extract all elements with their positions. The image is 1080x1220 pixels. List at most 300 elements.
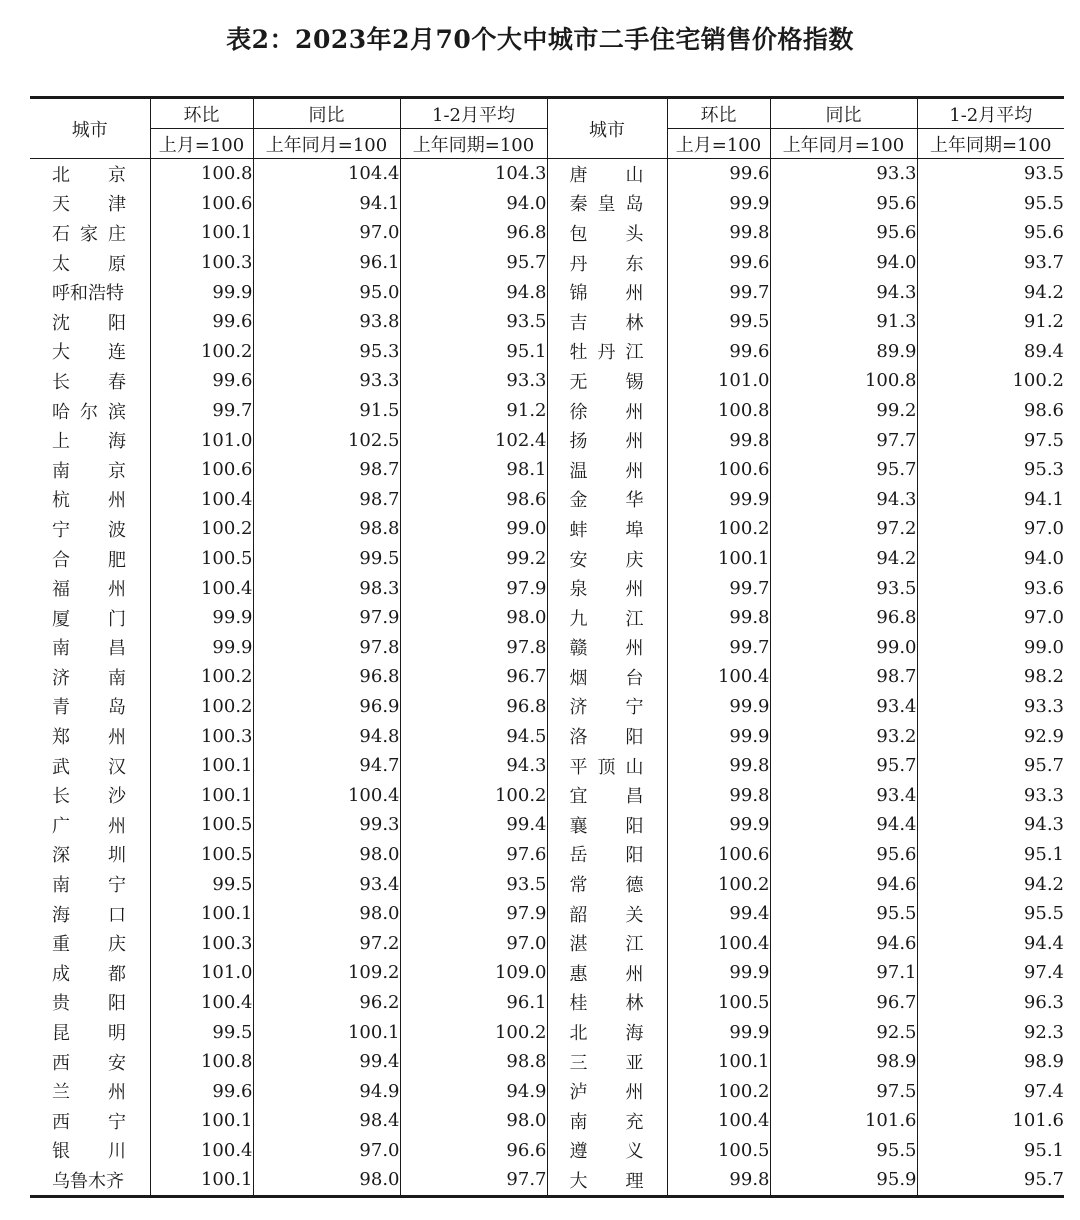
hb-value-left: 99.9 [150, 633, 253, 663]
tb-value-left: 100.4 [253, 780, 400, 810]
table-row [30, 810, 1064, 840]
city-cell-right [547, 337, 667, 367]
tb-value-left: 98.0 [253, 840, 400, 870]
city-cell-right [547, 662, 667, 692]
city-name: 包头 [569, 223, 644, 245]
tb-value-left: 93.8 [253, 307, 400, 337]
city-cell-right [547, 1106, 667, 1136]
avg-value-left: 94.5 [400, 721, 547, 751]
avg-value-left: 97.9 [400, 573, 547, 603]
city-name: 温州 [569, 460, 644, 482]
city-name: 吉林 [569, 312, 644, 334]
city-name: 唐山 [569, 164, 644, 186]
avg-value-right: 89.4 [917, 337, 1064, 367]
hb-value-right: 99.8 [667, 780, 770, 810]
table-row [30, 573, 1064, 603]
tb-value-right: 99.0 [770, 633, 917, 663]
city-name: 泉州 [569, 579, 644, 601]
tb-value-right: 94.6 [770, 928, 917, 958]
tb-value-right: 95.6 [770, 218, 917, 248]
avg-value-left: 98.6 [400, 485, 547, 515]
avg-value-right: 98.9 [917, 1047, 1064, 1077]
tb-value-right: 95.7 [770, 751, 917, 781]
tb-value-right: 93.4 [770, 692, 917, 722]
avg-value-left: 93.5 [400, 307, 547, 337]
hb-value-left: 100.3 [150, 248, 253, 278]
city-cell-left [30, 958, 150, 988]
avg-value-right: 94.4 [917, 928, 1064, 958]
city-name: 扬州 [569, 431, 644, 453]
hb-value-left: 100.5 [150, 544, 253, 574]
hb-value-left: 100.2 [150, 337, 253, 367]
hb-value-right: 100.1 [667, 1047, 770, 1077]
hb-value-left: 99.9 [150, 277, 253, 307]
tb-value-left: 93.4 [253, 869, 400, 899]
hb-value-right: 99.7 [667, 277, 770, 307]
city-cell-left [30, 218, 150, 248]
city-name: 桂林 [569, 993, 644, 1015]
city-name: 福州 [52, 579, 126, 601]
city-name: 无锡 [569, 371, 644, 393]
city-cell-right [547, 840, 667, 870]
city-name: 沈阳 [52, 312, 126, 334]
hb-value-right: 99.6 [667, 159, 770, 189]
hb-value-left: 100.3 [150, 721, 253, 751]
avg-value-right: 98.2 [917, 662, 1064, 692]
hb-value-right: 100.8 [667, 396, 770, 426]
city-name: 北海 [569, 1023, 644, 1045]
hb-value-left: 100.1 [150, 1165, 253, 1196]
avg-value-right: 94.2 [917, 869, 1064, 899]
city-name: 牡丹江 [569, 342, 644, 364]
tb-value-left: 109.2 [253, 958, 400, 988]
avg-value-right: 94.3 [917, 810, 1064, 840]
avg-value-right: 95.5 [917, 189, 1064, 219]
city-cell-left [30, 277, 150, 307]
header-tb-sub-right: 上年同月=100 [770, 129, 917, 159]
city-cell-left [30, 1017, 150, 1047]
city-cell-right [547, 1136, 667, 1166]
tb-value-left: 98.0 [253, 1165, 400, 1196]
avg-value-left: 94.9 [400, 1076, 547, 1106]
hb-value-right: 101.0 [667, 366, 770, 396]
tb-value-left: 96.2 [253, 988, 400, 1018]
city-cell-left [30, 1165, 150, 1196]
city-name: 青岛 [52, 697, 126, 719]
hb-value-right: 100.5 [667, 988, 770, 1018]
city-name: 石家庄 [52, 223, 126, 245]
avg-value-left: 91.2 [400, 396, 547, 426]
city-cell-right [547, 928, 667, 958]
avg-value-left: 96.8 [400, 692, 547, 722]
city-name: 海口 [52, 904, 126, 926]
city-name: 南宁 [52, 875, 126, 897]
header-city-left: 城市 [30, 98, 150, 159]
tb-value-right: 97.7 [770, 425, 917, 455]
city-name: 岳阳 [569, 845, 644, 867]
city-cell-left [30, 869, 150, 899]
hb-value-right: 99.9 [667, 485, 770, 515]
avg-value-right: 96.3 [917, 988, 1064, 1018]
avg-value-left: 94.8 [400, 277, 547, 307]
tb-value-left: 94.8 [253, 721, 400, 751]
city-name: 宁波 [52, 519, 126, 541]
city-name: 平顶山 [569, 756, 644, 778]
hb-value-left: 101.0 [150, 425, 253, 455]
tb-value-right: 99.2 [770, 396, 917, 426]
price-index-table [30, 96, 1064, 1198]
avg-value-right: 97.0 [917, 514, 1064, 544]
table-row [30, 425, 1064, 455]
avg-value-left: 93.5 [400, 869, 547, 899]
table-row [30, 928, 1064, 958]
city-name: 太原 [52, 253, 126, 275]
avg-value-left: 99.0 [400, 514, 547, 544]
hb-value-left: 100.8 [150, 1047, 253, 1077]
tb-value-right: 93.4 [770, 780, 917, 810]
hb-value-left: 99.5 [150, 1017, 253, 1047]
city-name: 厦门 [52, 608, 126, 630]
table-row [30, 1165, 1064, 1196]
city-cell-right [547, 899, 667, 929]
avg-value-left: 104.3 [400, 159, 547, 189]
tb-value-left: 97.8 [253, 633, 400, 663]
city-cell-right [547, 721, 667, 751]
hb-value-left: 100.5 [150, 810, 253, 840]
hb-value-left: 99.6 [150, 307, 253, 337]
city-cell-left [30, 337, 150, 367]
city-name: 秦皇岛 [569, 194, 644, 216]
city-cell-right [547, 751, 667, 781]
hb-value-left: 99.6 [150, 1076, 253, 1106]
city-name: 成都 [52, 963, 126, 985]
city-name: 遵义 [569, 1141, 644, 1163]
avg-value-right: 99.0 [917, 633, 1064, 663]
city-cell-right [547, 573, 667, 603]
avg-value-left: 94.0 [400, 189, 547, 219]
city-name: 宜昌 [569, 786, 644, 808]
tb-value-right: 96.8 [770, 603, 917, 633]
city-name: 徐州 [569, 401, 644, 423]
tb-value-left: 95.3 [253, 337, 400, 367]
avg-value-right: 93.6 [917, 573, 1064, 603]
tb-value-left: 99.3 [253, 810, 400, 840]
hb-value-right: 99.8 [667, 603, 770, 633]
city-cell-left [30, 248, 150, 278]
table-row [30, 189, 1064, 219]
table-row [30, 366, 1064, 396]
header-avg-sub-right: 上年同期=100 [917, 129, 1064, 159]
tb-value-right: 93.2 [770, 721, 917, 751]
city-cell-left [30, 485, 150, 515]
hb-value-right: 99.7 [667, 633, 770, 663]
city-name: 杭州 [52, 490, 126, 512]
tb-value-left: 98.8 [253, 514, 400, 544]
hb-value-right: 100.6 [667, 840, 770, 870]
table-row [30, 721, 1064, 751]
avg-value-right: 95.6 [917, 218, 1064, 248]
avg-value-left: 97.6 [400, 840, 547, 870]
tb-value-right: 96.7 [770, 988, 917, 1018]
hb-value-left: 100.2 [150, 514, 253, 544]
avg-value-right: 100.2 [917, 366, 1064, 396]
hb-value-left: 99.5 [150, 869, 253, 899]
tb-value-right: 97.2 [770, 514, 917, 544]
avg-value-left: 96.7 [400, 662, 547, 692]
avg-value-left: 96.1 [400, 988, 547, 1018]
tb-value-left: 91.5 [253, 396, 400, 426]
hb-value-right: 99.6 [667, 248, 770, 278]
avg-value-left: 98.0 [400, 603, 547, 633]
avg-value-right: 92.3 [917, 1017, 1064, 1047]
tb-value-left: 100.1 [253, 1017, 400, 1047]
tb-value-right: 95.6 [770, 189, 917, 219]
table-row [30, 455, 1064, 485]
city-name: 北京 [52, 164, 126, 186]
city-cell-left [30, 721, 150, 751]
hb-value-right: 100.4 [667, 662, 770, 692]
tb-value-left: 104.4 [253, 159, 400, 189]
city-name: 长沙 [52, 786, 126, 808]
city-cell-left [30, 810, 150, 840]
avg-value-right: 95.5 [917, 899, 1064, 929]
avg-value-left: 95.7 [400, 248, 547, 278]
city-cell-left [30, 780, 150, 810]
table-row [30, 633, 1064, 663]
header-tb-right: 同比 [770, 98, 917, 129]
avg-value-right: 97.4 [917, 1076, 1064, 1106]
table-row [30, 869, 1064, 899]
table-row [30, 751, 1064, 781]
city-cell-left [30, 396, 150, 426]
city-cell-right [547, 455, 667, 485]
hb-value-left: 100.2 [150, 662, 253, 692]
city-name: 南京 [52, 460, 126, 482]
table-row [30, 958, 1064, 988]
city-cell-left [30, 1136, 150, 1166]
hb-value-right: 99.8 [667, 1165, 770, 1196]
table-row [30, 1106, 1064, 1136]
tb-value-right: 101.6 [770, 1106, 917, 1136]
hb-value-left: 99.6 [150, 366, 253, 396]
header-hb-left: 环比 [150, 98, 253, 129]
hb-value-right: 99.8 [667, 425, 770, 455]
table-row [30, 780, 1064, 810]
tb-value-right: 95.5 [770, 1136, 917, 1166]
city-cell-right [547, 810, 667, 840]
tb-value-left: 96.9 [253, 692, 400, 722]
table-row [30, 1076, 1064, 1106]
city-cell-right [547, 425, 667, 455]
avg-value-right: 93.3 [917, 780, 1064, 810]
header-tb-left: 同比 [253, 98, 400, 129]
hb-value-left: 100.4 [150, 988, 253, 1018]
table-row [30, 1017, 1064, 1047]
city-name: 常德 [569, 875, 644, 897]
city-cell-right [547, 544, 667, 574]
city-name: 安庆 [569, 549, 644, 571]
hb-value-right: 99.7 [667, 573, 770, 603]
tb-value-right: 95.5 [770, 899, 917, 929]
tb-value-right: 100.8 [770, 366, 917, 396]
hb-value-left: 100.5 [150, 840, 253, 870]
header-hb-right: 环比 [667, 98, 770, 129]
table-row [30, 307, 1064, 337]
tb-value-left: 102.5 [253, 425, 400, 455]
tb-value-left: 98.7 [253, 485, 400, 515]
city-name: 广州 [52, 815, 126, 837]
city-name: 天津 [52, 194, 126, 216]
city-cell-left [30, 928, 150, 958]
avg-value-right: 94.1 [917, 485, 1064, 515]
city-cell-right [547, 396, 667, 426]
city-name: 金华 [569, 490, 644, 512]
city-cell-left [30, 1047, 150, 1077]
avg-value-right: 93.5 [917, 159, 1064, 189]
city-name: 锦州 [569, 283, 644, 305]
tb-value-left: 96.8 [253, 662, 400, 692]
table-row [30, 1047, 1064, 1077]
tb-value-right: 94.2 [770, 544, 917, 574]
tb-value-right: 93.5 [770, 573, 917, 603]
avg-value-right: 93.3 [917, 692, 1064, 722]
table-row [30, 218, 1064, 248]
table-row [30, 899, 1064, 929]
city-name: 三亚 [569, 1052, 644, 1074]
avg-value-left: 95.1 [400, 337, 547, 367]
city-cell-right [547, 1047, 667, 1077]
table-row [30, 662, 1064, 692]
city-name: 惠州 [569, 963, 644, 985]
avg-value-left: 99.2 [400, 544, 547, 574]
city-name: 西安 [52, 1052, 126, 1074]
tb-value-right: 98.9 [770, 1047, 917, 1077]
table-row [30, 544, 1064, 574]
table-row [30, 337, 1064, 367]
city-name: 上海 [52, 431, 126, 453]
table-row [30, 1136, 1064, 1166]
tb-value-right: 95.9 [770, 1165, 917, 1196]
city-name: 南昌 [52, 638, 126, 660]
tb-value-right: 94.6 [770, 869, 917, 899]
city-name: 大连 [52, 342, 126, 364]
header-city-right: 城市 [547, 98, 667, 159]
tb-value-right: 94.3 [770, 485, 917, 515]
table-row [30, 840, 1064, 870]
tb-value-right: 95.7 [770, 455, 917, 485]
table-row [30, 514, 1064, 544]
avg-value-right: 101.6 [917, 1106, 1064, 1136]
city-cell-right [547, 603, 667, 633]
city-cell-right [547, 780, 667, 810]
city-name: 韶关 [569, 904, 644, 926]
header-hb-sub-left: 上月=100 [150, 129, 253, 159]
hb-value-left: 100.3 [150, 928, 253, 958]
city-cell-left [30, 1106, 150, 1136]
hb-value-right: 99.9 [667, 958, 770, 988]
hb-value-right: 99.9 [667, 721, 770, 751]
hb-value-right: 99.5 [667, 307, 770, 337]
tb-value-left: 94.9 [253, 1076, 400, 1106]
city-cell-left [30, 425, 150, 455]
avg-value-right: 97.0 [917, 603, 1064, 633]
city-cell-right [547, 366, 667, 396]
avg-value-left: 96.8 [400, 218, 547, 248]
hb-value-left: 100.1 [150, 780, 253, 810]
city-name: 襄阳 [569, 815, 644, 837]
table-row [30, 603, 1064, 633]
city-cell-right [547, 189, 667, 219]
city-name: 泸州 [569, 1082, 644, 1104]
avg-value-right: 97.4 [917, 958, 1064, 988]
table-title: 表2：2023年2月70个大中城市二手住宅销售价格指数 [226, 25, 854, 54]
avg-value-right: 95.7 [917, 1165, 1064, 1196]
avg-value-left: 98.0 [400, 1106, 547, 1136]
tb-value-right: 93.3 [770, 159, 917, 189]
tb-value-left: 99.4 [253, 1047, 400, 1077]
tb-value-right: 94.4 [770, 810, 917, 840]
city-cell-left [30, 633, 150, 663]
city-cell-left [30, 544, 150, 574]
city-cell-left [30, 455, 150, 485]
hb-value-left: 100.8 [150, 159, 253, 189]
city-cell-right [547, 307, 667, 337]
city-name: 赣州 [569, 638, 644, 660]
city-name: 合肥 [52, 549, 126, 571]
city-name: 银川 [52, 1141, 126, 1163]
tb-value-left: 97.9 [253, 603, 400, 633]
city-cell-right [547, 485, 667, 515]
city-name: 深圳 [52, 845, 126, 867]
avg-value-left: 100.2 [400, 780, 547, 810]
avg-value-left: 97.0 [400, 928, 547, 958]
city-cell-right [547, 159, 667, 189]
tb-value-left: 96.1 [253, 248, 400, 278]
city-name: 济南 [52, 667, 126, 689]
city-cell-left [30, 988, 150, 1018]
city-name: 长春 [52, 371, 126, 393]
hb-value-right: 99.9 [667, 692, 770, 722]
table-row [30, 248, 1064, 278]
city-cell-left [30, 662, 150, 692]
hb-value-right: 99.4 [667, 899, 770, 929]
avg-value-right: 97.5 [917, 425, 1064, 455]
table-row [30, 396, 1064, 426]
table-row [30, 988, 1064, 1018]
avg-value-right: 98.6 [917, 396, 1064, 426]
avg-value-right: 94.0 [917, 544, 1064, 574]
hb-value-left: 100.1 [150, 218, 253, 248]
avg-value-left: 109.0 [400, 958, 547, 988]
header-avg-sub-left: 上年同期=100 [400, 129, 547, 159]
avg-value-left: 102.4 [400, 425, 547, 455]
hb-value-left: 100.1 [150, 899, 253, 929]
avg-value-left: 99.4 [400, 810, 547, 840]
hb-value-left: 100.4 [150, 485, 253, 515]
city-cell-left [30, 514, 150, 544]
avg-value-left: 94.3 [400, 751, 547, 781]
avg-value-right: 95.7 [917, 751, 1064, 781]
header-avg-left: 1-2月平均 [400, 98, 547, 129]
hb-value-left: 100.4 [150, 573, 253, 603]
avg-value-right: 95.1 [917, 840, 1064, 870]
tb-value-right: 98.7 [770, 662, 917, 692]
city-cell-left [30, 603, 150, 633]
hb-value-left: 100.1 [150, 1106, 253, 1136]
city-cell-right [547, 248, 667, 278]
tb-value-right: 92.5 [770, 1017, 917, 1047]
tb-value-left: 95.0 [253, 277, 400, 307]
